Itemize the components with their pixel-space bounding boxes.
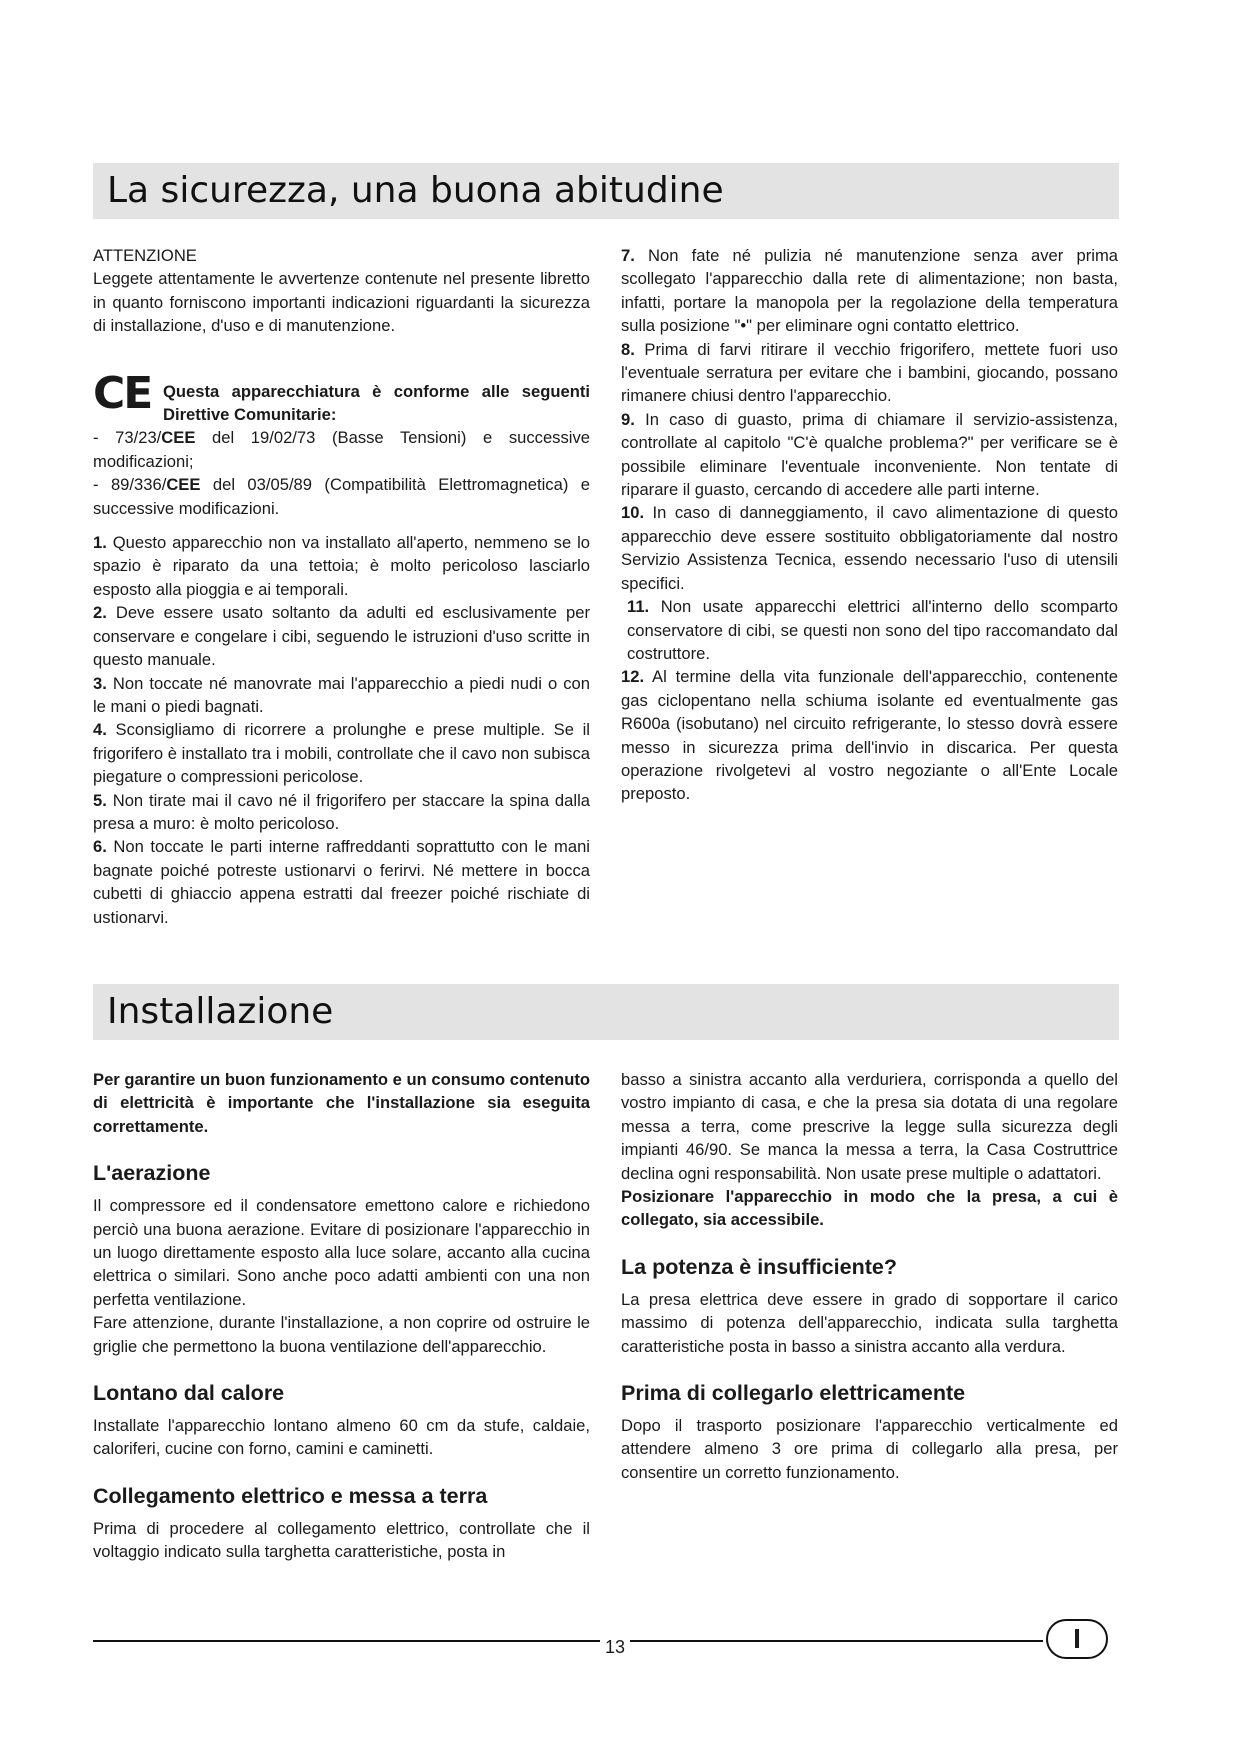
language-badge: I [1046, 1619, 1108, 1659]
footer-divider [93, 1640, 1043, 1642]
power-heading: La potenza è insufficiente? [621, 1254, 897, 1279]
installation-left-column [93, 1068, 590, 1564]
electric-heading: Collegamento elettrico e messa a terra [93, 1483, 488, 1508]
installation-intro: Per garantire un buon funzionamento e un consumo contenuto di elettricità è importante che l'installazione sia eseguita correttamente. [93, 1070, 590, 1136]
heat-heading: Lontano dal calore [93, 1381, 285, 1406]
safety-item-6: 6. Non toccate le parti interne raffreddanti soprattutto con le mani bagnate poiché potreste ustionarvi o ferirvi. Né mettere in bocca cubetti di ghiaccio appena estratti dal freezer poiché rischiate di ustionarvi. [93, 837, 590, 927]
directive-2: - 89/336/CEE del 03/05/89 (Compatibilità Elettromagnetica) e successive modificazioni. [93, 475, 590, 518]
section-title-safety: La sicurezza, una buona abitudine [93, 163, 1119, 219]
power-text: La presa elettrica deve essere in grado di sopportare il carico massimo di potenza dell'apparecchio, indicata sulla targhetta caratteristiche posta in basso a sinistra accanto alla verdura. [621, 1289, 1118, 1356]
before-connecting-heading: Prima di collegarlo elettricamente [621, 1381, 966, 1406]
section-title-installation: Installazione [93, 984, 1119, 1040]
aeration-text-2: Fare attenzione, durante l'installazione, a non coprire od ostruire le griglie che permettono la buona ventilazione dell'apparecchio. [93, 1313, 590, 1356]
installation-right-column [621, 1068, 1118, 1484]
ce-mark-logo: CE [93, 367, 152, 419]
warning-title: ATTENZIONE [93, 246, 197, 265]
ce-conformity [93, 367, 590, 427]
safety-item-12: 12. Al termine della vita funzionale dell'apparecchio, contenente gas ciclopentano nella schiuma isolante ed eventualmente gas R600a (isobutano) nel circuito refrigerante, lo stesso dovrà essere messo in sicurezza prima dell'invio in discarica. Per questa operazione rivolgetevi al vostro negoziante o all'Ente Locale preposto. [621, 667, 1118, 804]
electric-text-bold: Posizionare l'apparecchio in modo che la presa, a cui è collegato, sia accessibile. [621, 1187, 1118, 1230]
before-connecting-text: Dopo il trasporto posizionare l'apparecchio verticalmente ed attendere almeno 3 ore prima di collegarlo alla presa, per consentire un corretto funzionamento. [621, 1416, 1118, 1482]
ce-conformity-text: Questa apparecchiatura è conforme alle seguenti Direttive Comunitarie: [163, 381, 590, 425]
heat-text: Installate l'apparecchio lontano almeno 60 cm da stufe, caldaie, caloriferi, cucine con forno, camini e caminetti. [93, 1416, 590, 1459]
electric-text-start: Prima di procedere al collegamento elettrico, controllate che il voltaggio indicato sulla targhetta caratteristiche, posta in [93, 1518, 590, 1562]
page-number: 13 [600, 1637, 630, 1658]
safety-item-5: 5. Non tirate mai il cavo né il frigorifero per staccare la spina dalla presa a muro: è molto pericoloso. [93, 790, 590, 833]
safety-item-11: 11. Non usate apparecchi elettrici all'interno dello scomparto conservatore di cibi, se questi non sono del tipo raccomandato dal costruttore. [627, 597, 1118, 663]
directive-1: - 73/23/CEE del 19/02/73 (Basse Tensioni) e successive modificazioni; [93, 428, 590, 471]
aeration-text-1: Il compressore ed il condensatore emettono calore e richiedono perciò una buona aerazione. Evitare di posizionare l'apparecchio in un luogo direttamente esposto alla luce solare, accanto alla cucina elettrica o similari. Sono anche poco adatti ambienti con una non perfetta ventilazione. [93, 1196, 590, 1309]
warning-text: Leggete attentamente le avvertenze contenute nel presente libretto in quanto forniscono importanti indicazioni riguardanti la sicurezza di installazione, d'uso e di manutenzione. [93, 269, 590, 336]
aeration-heading: L'aerazione [93, 1161, 211, 1186]
safety-item-7: 7. Non fate né pulizia né manutenzione senza aver prima scollegato l'apparecchio dalla rete di alimentazione; non basta, infatti, portare la manopola per la regolazione della temperatura sulla posizione "•" per eliminare ogni contatto elettrico. [621, 246, 1118, 336]
safety-item-8: 8. Prima di farvi ritirare il vecchio frigorifero, mettete fuori uso l'eventuale serratura per evitare che i bambini, giocando, possano rimanere chiusi dentro l'apparecchio. [621, 339, 1118, 406]
safety-item-2: 2. Deve essere usato soltanto da adulti ed esclusivamente per conservare e congelare i cibi, seguendo le istruzioni d'uso scritte in questo manuale. [93, 603, 590, 670]
safety-item-3: 3. Non toccate né manovrate mai l'apparecchio a piedi nudi o con le mani o piedi bagnati. [93, 673, 590, 716]
safety-right-column [621, 244, 1118, 806]
safety-item-1: 1. Questo apparecchio non va installato all'aperto, nemmeno se lo spazio è riparato da una tettoia; è molto pericoloso lasciarlo esposto alla pioggia e ai temporali. [93, 533, 590, 599]
safety-left-column [93, 244, 590, 929]
electric-text-continued: basso a sinistra accanto alla verduriera, corrisponda a quello del vostro impianto di casa, e che la presa sia dotata di una regolare messa a terra, come prescrive la legge sulla sicurezza degli impianti 46/90. Se manca la messa a terra, la Casa Costruttrice declina ogni responsabilità. Non usate prese multiple o adattatori. [621, 1070, 1118, 1183]
safety-item-10: 10. In caso di danneggiamento, il cavo alimentazione di questo apparecchio deve essere sostituito obbligatoriamente dal nostro Servizio Assistenza Tecnica, essendo necessario l'uso di utensili specifici. [621, 503, 1118, 593]
safety-item-4: 4. Sconsigliamo di ricorrere a prolunghe e prese multiple. Se il frigorifero è installato tra i mobili, controllate che il cavo non subisca piegature o compressioni pericolose. [93, 720, 590, 787]
safety-item-9: 9. In caso di guasto, prima di chiamare il servizio-assistenza, controllate al capitolo "C'è qualche problema?" per verificare se è possibile eliminare l'eventuale inconveniente. Non tentate di riparare il guasto, cercando di accedere alle parti interne. [621, 409, 1118, 500]
